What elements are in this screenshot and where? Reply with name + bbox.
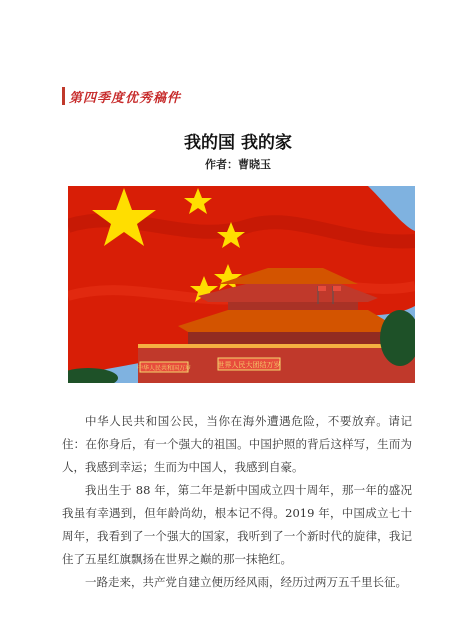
article-photo	[68, 186, 415, 383]
section-label: 第四季度优秀稿件	[69, 90, 182, 106]
paragraph: 我出生于 88 年，第二年是新中国成立四十周年，那一年的盛况我虽有幸遇到，但年龄尚幼，根本记不得。2019 年，中国成立七十周年，我看到了一个强大的国家，我听到了一个新时代的旋律，我记住了五星红旗飘扬在世界之巅的那一抹艳红。	[62, 483, 412, 566]
paragraph: 中华人民共和国公民，当你在海外遭遇危险，不要放弃。请记住：在你身后，有一个强大的祖国。中国护照的背后这样写，生而为人，我感到幸运；生而为中国人，我感到自豪。	[62, 414, 412, 474]
article-title: 我的国 我的家	[184, 133, 292, 153]
tiananmen-flag-illustration	[68, 186, 415, 383]
section-header	[62, 86, 181, 106]
paragraph: 一路走来，共产党自建立便历经风雨，经历过两万五千里长征。	[85, 575, 407, 589]
banner-center-text: 世界人民大团结万岁	[217, 361, 281, 369]
article-body	[62, 410, 412, 594]
banner-left-text: 中华人民共和国万岁	[136, 365, 192, 372]
section-accent-bar	[62, 87, 65, 105]
article-author: 作者：曹晓玉	[205, 158, 271, 171]
